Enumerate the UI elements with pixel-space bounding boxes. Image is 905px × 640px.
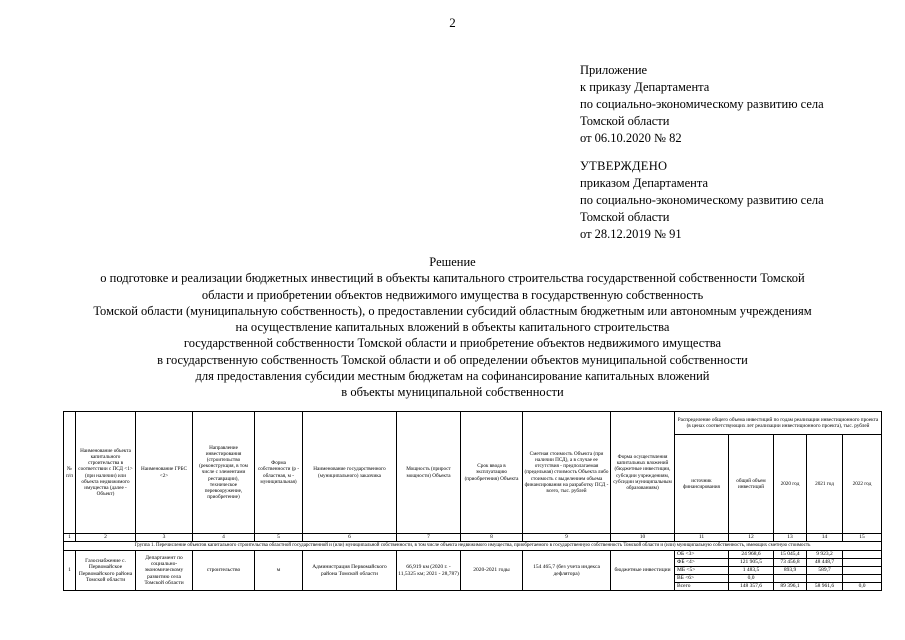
index-cell: 2 xyxy=(76,534,136,542)
finance-2021: 589,7 xyxy=(807,567,843,575)
row-direction: строительство xyxy=(193,551,255,591)
finance-2021: 9 923,2 xyxy=(807,551,843,559)
header-grbs: Наименование ГРБС <2> xyxy=(136,412,193,534)
decision-line: в государственную собственность Томской области и об определении объектов муниципальной собственности xyxy=(157,352,748,367)
finance-total: 24 968,6 xyxy=(729,551,774,559)
finance-source: ФБ <4> xyxy=(675,559,729,567)
index-cell: 1 xyxy=(64,534,76,542)
row-ownership: м xyxy=(255,551,303,591)
finance-source: Всего xyxy=(675,583,729,591)
finance-source: МБ <5> xyxy=(675,567,729,575)
index-cell: 15 xyxy=(843,534,882,542)
header-capacity: Мощность (прирост мощности) Объекта xyxy=(397,412,461,534)
header-num: № п/п xyxy=(64,412,76,534)
finance-total: 0,0 xyxy=(729,575,774,583)
decision-line: в объекты муниципальной собственности xyxy=(341,385,564,400)
finance-2022 xyxy=(843,575,882,583)
header-distribution: Распределение общего объема инвестиций по годам реализации инвестиционного проекта (в ценах соответствующих лет реализации инвестиционного проекта), тыс. рублей xyxy=(675,412,882,435)
finance-2022: 0,0 xyxy=(843,583,882,591)
finance-2020: 89 396,1 xyxy=(774,583,807,591)
header-source: источник финансирования xyxy=(675,435,729,534)
finance-2021: 58 961,6 xyxy=(807,583,843,591)
group-row: Группа 1. Перечисление объектов капитального строительства областной государственной и (или) муниципальной собственности, в том числе объекта недвижимого имущества, приобретаемого в государственную собственность Томской области и (или) муниципальную собственность, имеющих сметную стоимость xyxy=(64,542,882,551)
row-num: 1 xyxy=(64,551,76,591)
appendix-line: к приказу Департамента xyxy=(580,80,710,94)
header-ownership: Форма собственности (р - областная, м - муниципальная) xyxy=(255,412,303,534)
index-cell: 14 xyxy=(807,534,843,542)
finance-2022 xyxy=(843,551,882,559)
finance-total: 148 357,6 xyxy=(729,583,774,591)
decision-line: области и приобретении объектов недвижимого имущества в государственную собственность xyxy=(201,287,704,302)
index-cell: 3 xyxy=(136,534,193,542)
decision-title: Решение xyxy=(429,255,476,269)
finance-2020: 893,9 xyxy=(774,567,807,575)
finance-source: ОБ <3> xyxy=(675,551,729,559)
row-deadline: 2020-2021 годы xyxy=(461,551,523,591)
investment-table xyxy=(63,411,882,591)
index-cell: 5 xyxy=(255,534,303,542)
approved-heading: УТВЕРЖДЕНО xyxy=(580,159,668,173)
finance-2021 xyxy=(807,575,843,583)
page-number: 2 xyxy=(449,15,456,30)
row-grbs: Департамент по социально-экономическому развитию села Томской области xyxy=(136,551,193,591)
finance-total: 121 905,5 xyxy=(729,559,774,567)
finance-2022 xyxy=(843,567,882,575)
index-cell: 10 xyxy=(611,534,675,542)
index-cell: 11 xyxy=(675,534,729,542)
header-form: Форма осуществления капитальных вложений (бюджетные инвестиции, субсидии учреждениям, субсидии муниципальным образованиям) xyxy=(611,412,675,534)
header-customer: Наименование государственного (муниципального) заказчика xyxy=(303,412,397,534)
approved-line: Томской области xyxy=(580,210,670,224)
appendix-line: по социально-экономическому развитию села xyxy=(580,97,824,111)
finance-2020: 73 456,8 xyxy=(774,559,807,567)
approved-line: по социально-экономическому развитию села xyxy=(580,193,824,207)
header-2021: 2021 год xyxy=(807,435,843,534)
header-deadline: Срок ввода в эксплуатацию (приобретения) Объекта xyxy=(461,412,523,534)
row-object-name: Газоснабжение с. Первомайское Первомайского района Томской области xyxy=(76,551,136,591)
index-cell: 13 xyxy=(774,534,807,542)
approved-line: приказом Департамента xyxy=(580,176,708,190)
index-cell: 6 xyxy=(303,534,397,542)
index-cell: 9 xyxy=(523,534,611,542)
row-estimate: 154 465,7 (без учета индекса дефлятора) xyxy=(523,551,611,591)
index-cell: 8 xyxy=(461,534,523,542)
finance-source: ВБ <6> xyxy=(675,575,729,583)
appendix-line: Приложение xyxy=(580,63,648,77)
finance-total: 1 483,5 xyxy=(729,567,774,575)
header-estimate: Сметная стоимость Объекта (при наличии ПСД), а в случае ее отсутствия - предполагаемая (предельная) стоимость Объекта либо стоимость с выделением объема финансирования на разработку ПСД - всего, тыс. рублей xyxy=(523,412,611,534)
appendix-block xyxy=(580,62,900,147)
row-form: бюджетные инвестиции xyxy=(611,551,675,591)
index-cell: 12 xyxy=(729,534,774,542)
index-cell: 7 xyxy=(397,534,461,542)
index-cell: 4 xyxy=(193,534,255,542)
row-capacity: 66,919 км (2020 г. - 11,5325 км; 2021 - 28,787) xyxy=(397,551,461,591)
decision-line: для предоставления субсидии местным бюджетам на софинансирование капитальных вложений xyxy=(195,369,710,384)
decision-line: о подготовке и реализации бюджетных инвестиций в объекты капитального строительства государственной собственности Томской xyxy=(100,271,805,286)
decision-line: на осуществление капитальных вложений в объекты капитального строительства xyxy=(235,320,670,335)
decision-line: Томской области (муниципальную собственность), о предоставлении субсидий областным бюджетным или автономным учреждениям xyxy=(93,303,812,318)
appendix-line: от 06.10.2020 № 82 xyxy=(580,131,682,145)
row-customer: Администрация Первомайского района Томской области xyxy=(303,551,397,591)
finance-2020 xyxy=(774,575,807,583)
header-2020: 2020 год xyxy=(774,435,807,534)
decision-heading xyxy=(0,254,905,401)
approved-block xyxy=(580,158,900,243)
header-total: общий объем инвестиций xyxy=(729,435,774,534)
finance-2020: 15 045,4 xyxy=(774,551,807,559)
header-direction: Направление инвестирования (строительство (реконструкция, в том числе с элементами реставрации), техническое перевооружение, приобретение) xyxy=(193,412,255,534)
decision-line: государственной собственности Томской области и приобретение объектов недвижимого имущества xyxy=(183,336,722,351)
header-2022: 2022 год xyxy=(843,435,882,534)
finance-2022 xyxy=(843,559,882,567)
appendix-line: Томской области xyxy=(580,114,670,128)
finance-2021: 48 448,7 xyxy=(807,559,843,567)
header-object-name: Наименование объекта капитального строительства в соответствии с ПСД <1> (при наличии) или объекта недвижимого имущества (далее - Объект) xyxy=(76,412,136,534)
approved-line: от 28.12.2019 № 91 xyxy=(580,227,682,241)
